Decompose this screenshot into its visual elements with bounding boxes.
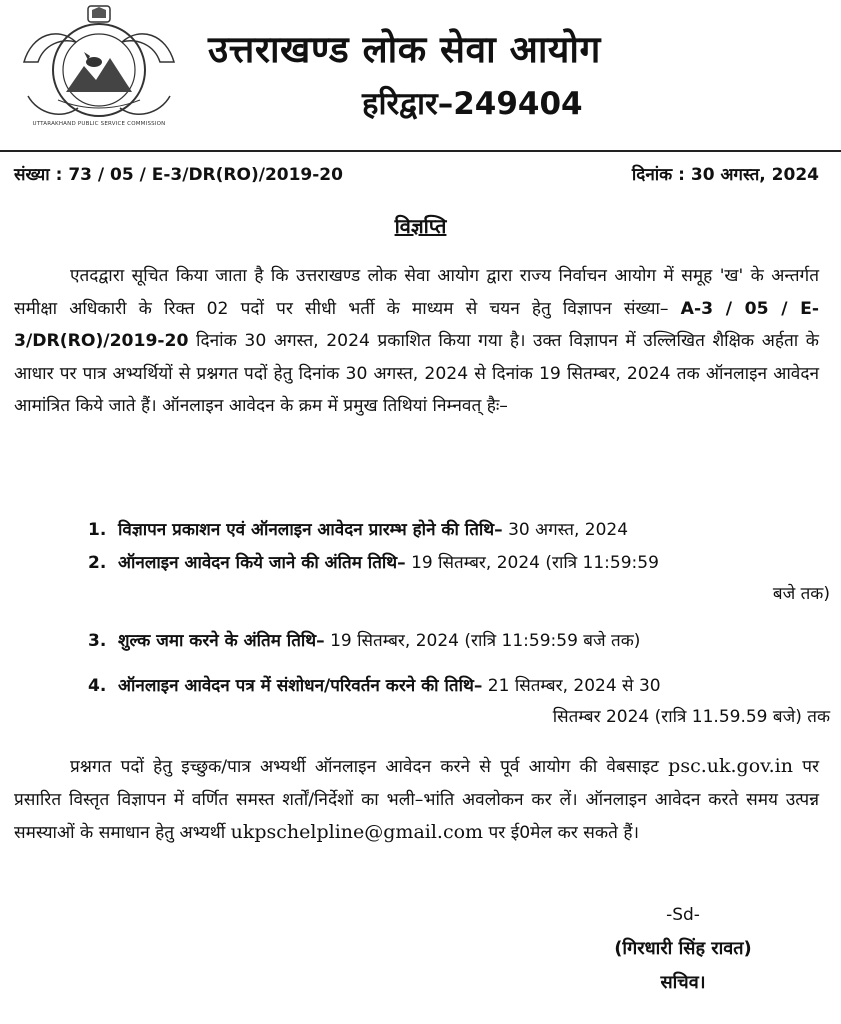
signatory-name: (गिरधारी सिंह रावत) (614, 938, 752, 959)
helpline-email-link[interactable]: ukpschelpline@gmail.com (230, 821, 484, 844)
date-item-value: 19 सितम्बर, 2024 (रात्रि 11:59:59 बजे तक) (324, 631, 641, 651)
organization-name: उत्तराखण्ड लोक सेवा आयोग (208, 28, 601, 71)
date-item-value: 30 अगस्त, 2024 (502, 520, 629, 540)
commission-logo (18, 4, 180, 132)
important-dates-list (88, 515, 830, 735)
date-item-1 (88, 515, 830, 546)
intro-paragraph (14, 260, 819, 423)
notice-heading-text: विज्ञप्ति (394, 214, 447, 238)
date-item-2 (88, 548, 830, 610)
date-item-value: 19 सितम्बर, 2024 (रात्रि 11:59:59 (405, 553, 659, 573)
instructions-text-2: पर प्रसारित विस्तृत विज्ञापन में वर्णित समस्त शर्तों/निर्देशों का भली–भांति अवलोकन कर लें। ऑनलाइन आवेदन करते समय उत्पन्न समस्याओं के समाधान हेतु अभ्यर्थी (14, 757, 819, 844)
signature-block (573, 898, 793, 1000)
date-item-4 (88, 671, 830, 733)
advertisement-number: A-3 / 05 / E-3/DR(RO)/2019-20 (14, 298, 819, 352)
date-item-continuation: सितम्बर 2024 (रात्रि 11.59.59 बजे) तक (552, 707, 830, 727)
reference-date: दिनांक : 30 अगस्त, 2024 (631, 165, 819, 185)
date-item-number: 3. (88, 631, 107, 651)
signatory-designation: सचिव। (660, 972, 706, 993)
website-link[interactable]: psc.uk.gov.in (668, 755, 793, 777)
date-item-label: विज्ञापन प्रकाशन एवं ऑनलाइन आवेदन प्रारम्भ होने की तिथि– (118, 520, 503, 540)
header-divider (0, 150, 841, 152)
logo-caption: UTTARAKHAND PUBLIC SERVICE COMMISSION (32, 121, 166, 127)
date-item-number: 4. (88, 676, 107, 696)
date-item-number: 2. (88, 553, 107, 573)
intro-text-1: एतदद्वारा सूचित किया जाता है कि उत्तराखण्ड लोक सेवा आयोग द्वारा राज्य निर्वाचन आयोग में समूह 'ख' के अन्तर्गत समीक्षा अधिकारी के रिक्त 02 पदों पर सीधी भर्ती के माध्यम से चयन हेतु विज्ञापन संख्या– (14, 266, 819, 319)
date-item-number: 1. (88, 520, 107, 540)
reference-number: संख्या : 73 / 05 / E-3/DR(RO)/2019-20 (14, 165, 343, 185)
instructions-text-3: पर ई0मेल कर सकते हैं। (483, 823, 639, 844)
date-item-value: 21 सितम्बर, 2024 से 30 (482, 676, 661, 696)
signature-sd: -Sd- (666, 905, 700, 925)
organization-address: हरिद्वार–249404 (362, 86, 583, 122)
intro-text-2: दिनांक 30 अगस्त, 2024 प्रकाशित किया गया है। उक्त विज्ञापन में उल्लिखित शैक्षिक अर्हता के आधार पर पात्र अभ्यर्थियों से प्रश्नगत पदों हेतु दिनांक 30 अगस्त, 2024 से दिनांक 19 सितम्बर, 2024 तक ऑनलाइन आवेदन आमांत्रित किये जाते हैं। ऑनलाइन आवेदन के क्रम में प्रमुख तिथियां निम्नवत् हैः– (14, 331, 819, 417)
date-item-3 (88, 626, 830, 657)
instructions-text-1: प्रश्नगत पदों हेतु इच्छुक/पात्र अभ्यर्थी ऑनलाइन आवेदन करने से पूर्व आयोग की वेबसाइट (70, 757, 669, 777)
date-item-continuation: बजे तक) (772, 584, 830, 604)
instructions-paragraph (14, 750, 819, 850)
emblem-icon (18, 4, 180, 132)
date-item-label: ऑनलाइन आवेदन किये जाने की अंतिम तिथि– (118, 553, 406, 573)
date-item-label: शुल्क जमा करने के अंतिम तिथि– (118, 631, 325, 651)
date-item-label: ऑनलाइन आवेदन पत्र में संशोधन/परिवर्तन करने की तिथि– (118, 676, 483, 696)
notice-heading (0, 212, 841, 239)
